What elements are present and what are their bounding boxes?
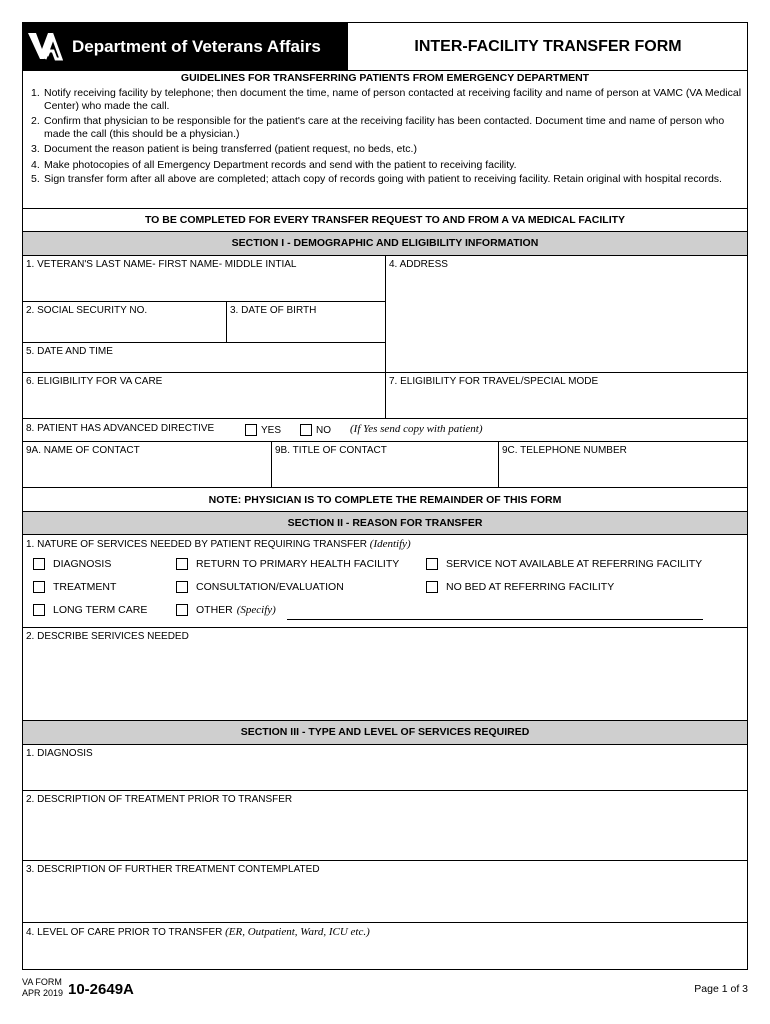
option-treatment[interactable]: TREATMENT — [33, 581, 116, 593]
section2-banner: SECTION II - REASON FOR TRANSFER — [23, 512, 747, 535]
describe-services-field[interactable]: 2. DESCRIBE SERIVICES NEEDED — [23, 628, 747, 721]
form-footer — [22, 975, 748, 1015]
form-header — [23, 23, 747, 71]
eligibility-travel-field[interactable]: 7. ELIGIBILITY FOR TRAVEL/SPECIAL MODE — [386, 373, 747, 419]
date-time-field[interactable]: 5. DATE AND TIME — [23, 343, 386, 373]
va-form-label: VA FORM APR 2019 — [22, 977, 64, 998]
guideline-item: 5. Sign transfer form after all above are completed; attach copy of records going with patient to receiving facility. Retain original with hospital records. — [31, 173, 722, 185]
guideline-item: 2. Confirm that physician to be responsible for the patient's care at the receiving facility has been contacted. Document time and name of person who made the call (this should be a physician.) — [31, 115, 725, 140]
return-primary-checkbox[interactable] — [176, 558, 188, 570]
yes-checkbox[interactable] — [245, 424, 257, 436]
directive-note: (If Yes send copy with patient) — [350, 423, 483, 435]
long-term-care-checkbox[interactable] — [33, 604, 45, 616]
option-long-term-care[interactable]: LONG TERM CARE — [33, 604, 147, 616]
eligibility-care-field[interactable]: 6. ELIGIBILITY FOR VA CARE — [23, 373, 386, 419]
option-consultation[interactable]: CONSULTATION/EVALUATION — [176, 581, 344, 593]
level-of-care-field[interactable]: 4. LEVEL OF CARE PRIOR TO TRANSFER (ER, Outpatient, Ward, ICU etc.) — [26, 926, 370, 938]
diagnosis-checkbox[interactable] — [33, 558, 45, 570]
transfer-form — [22, 22, 748, 970]
section3-banner: SECTION III - TYPE AND LEVEL OF SERVICES REQUIRED — [23, 721, 747, 745]
veteran-name-field[interactable]: 1. VETERAN'S LAST NAME- FIRST NAME- MIDDLE INTIAL — [23, 256, 386, 302]
further-treatment-field[interactable]: 3. DESCRIPTION OF FURTHER TREATMENT CONTEMPLATED — [23, 861, 747, 923]
form-title: INTER-FACILITY TRANSFER FORM — [414, 38, 682, 55]
page-number: Page 1 of 3 — [694, 983, 748, 995]
va-logo-icon — [27, 29, 63, 63]
guideline-item: 4. Make photocopies of all Emergency Department records and send with the patient to receiving facility. — [31, 158, 517, 171]
va-brand-block — [23, 23, 348, 70]
physician-note-banner: NOTE: PHYSICIAN IS TO COMPLETE THE REMAINDER OF THIS FORM — [23, 488, 747, 512]
no-bed-checkbox[interactable] — [426, 581, 438, 593]
option-other[interactable]: OTHER (Specify) — [176, 604, 276, 616]
diagnosis-field[interactable]: 1. DIAGNOSIS — [23, 745, 747, 791]
other-checkbox[interactable] — [176, 604, 188, 616]
directive-yes-option[interactable]: YES — [245, 424, 281, 436]
guidelines-list — [31, 87, 743, 189]
nature-of-services-block — [23, 535, 747, 628]
advanced-directive-row — [23, 419, 747, 442]
contact-title-field[interactable]: 9B. TITLE OF CONTACT — [272, 442, 499, 488]
option-diagnosis[interactable]: DIAGNOSIS — [33, 558, 111, 570]
consultation-checkbox[interactable] — [176, 581, 188, 593]
ssn-field[interactable]: 2. SOCIAL SECURITY NO. — [23, 302, 227, 343]
advanced-directive-label: 8. PATIENT HAS ADVANCED DIRECTIVE — [26, 423, 215, 434]
dob-field[interactable]: 3. DATE OF BIRTH — [227, 302, 386, 343]
no-checkbox[interactable] — [300, 424, 312, 436]
section1-banner: SECTION I - DEMOGRAPHIC AND ELIGIBILITY INFORMATION — [23, 232, 747, 256]
level-of-care-note: (ER, Outpatient, Ward, ICU etc.) — [225, 926, 370, 938]
nature-label: 1. NATURE OF SERVICES NEEDED BY PATIENT REQUIRING TRANSFER — [26, 539, 367, 550]
option-no-bed[interactable]: NO BED AT REFERRING FACILITY — [426, 581, 614, 593]
directive-no-option[interactable]: NO — [300, 424, 331, 436]
option-return-primary[interactable]: RETURN TO PRIMARY HEALTH FACILITY — [176, 558, 399, 570]
address-field[interactable]: 4. ADDRESS — [386, 256, 747, 373]
guideline-item: 3. Document the reason patient is being transferred (patient request, no beds, etc.) — [31, 143, 417, 155]
service-not-available-checkbox[interactable] — [426, 558, 438, 570]
contact-name-field[interactable]: 9A. NAME OF CONTACT — [23, 442, 272, 488]
nature-identify: (Identify) — [369, 538, 411, 550]
guidelines-section — [23, 71, 747, 209]
every-transfer-banner: TO BE COMPLETED FOR EVERY TRANSFER REQUEST TO AND FROM A VA MEDICAL FACILITY — [23, 209, 747, 232]
treatment-prior-field[interactable]: 2. DESCRIPTION OF TREATMENT PRIOR TO TRANSFER — [23, 791, 747, 861]
treatment-checkbox[interactable] — [33, 581, 45, 593]
guidelines-heading: GUIDELINES FOR TRANSFERRING PATIENTS FROM EMERGENCY DEPARTMENT — [180, 72, 590, 84]
guideline-item: 1. Notify receiving facility by telephone; then document the time, name of person contacted at receiving facility and name of person at VAMC (VA Medical Center) who made the call. — [31, 87, 742, 112]
contact-phone-field[interactable]: 9C. TELEPHONE NUMBER — [499, 442, 747, 488]
department-name: Department of Veterans Affairs — [72, 37, 321, 56]
option-service-not-available[interactable]: SERVICE NOT AVAILABLE AT REFERRING FACILITY — [426, 558, 702, 570]
form-number: 10-2649A — [68, 981, 134, 998]
other-specify-line[interactable] — [287, 619, 703, 620]
